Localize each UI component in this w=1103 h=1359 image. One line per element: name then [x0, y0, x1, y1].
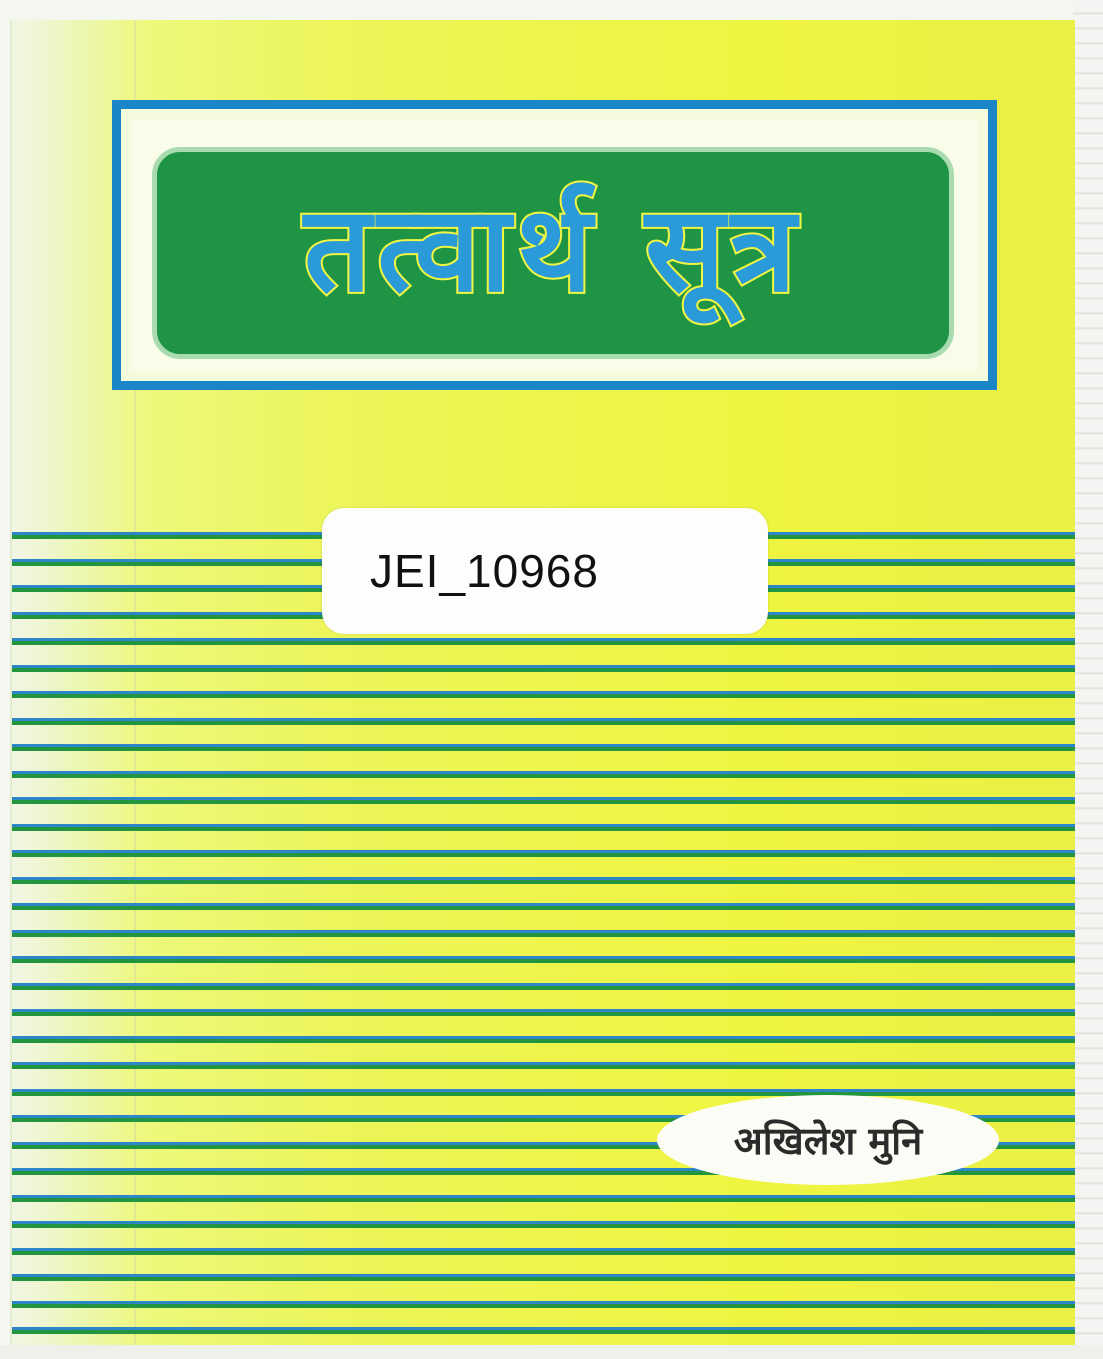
- stripe-line: [12, 1009, 1075, 1015]
- stripe-line: [12, 744, 1075, 750]
- stripe-line: [12, 1327, 1075, 1333]
- stripe-line: [12, 930, 1075, 936]
- stripe-line: [12, 956, 1075, 962]
- stripe-line: [12, 1036, 1075, 1042]
- catalog-label: JEI_10968: [370, 545, 599, 597]
- stripe-line: [12, 691, 1075, 697]
- bottom-edge: [0, 1345, 1103, 1359]
- stripe-line: [12, 797, 1075, 803]
- author-name: अखिलेश मुनि: [733, 1119, 923, 1163]
- book-cover: [10, 20, 1075, 1345]
- stripe-line: [12, 771, 1075, 777]
- stripe-line: [12, 718, 1075, 724]
- stripe-line: [12, 638, 1075, 644]
- stripe-line: [12, 903, 1075, 909]
- stripe-line: [12, 1274, 1075, 1280]
- catalog-label-sticker: [322, 508, 768, 634]
- stripe-line: [12, 1301, 1075, 1307]
- stripe-line: [12, 665, 1075, 671]
- stripe-line: [12, 1248, 1075, 1254]
- stripe-line: [12, 877, 1075, 883]
- page-edge: [1073, 0, 1103, 1359]
- stripe-line: [12, 1089, 1075, 1095]
- book-title: तत्वार्थ सूत्र: [303, 180, 803, 318]
- stripe-pattern: [12, 532, 1075, 1345]
- title-panel: [152, 147, 954, 359]
- stripe-line: [12, 983, 1075, 989]
- author-oval: [657, 1095, 999, 1185]
- stripe-line: [12, 850, 1075, 856]
- stripe-line: [12, 824, 1075, 830]
- stripe-line: [12, 1221, 1075, 1227]
- stripe-line: [12, 1195, 1075, 1201]
- stripe-line: [12, 1062, 1075, 1068]
